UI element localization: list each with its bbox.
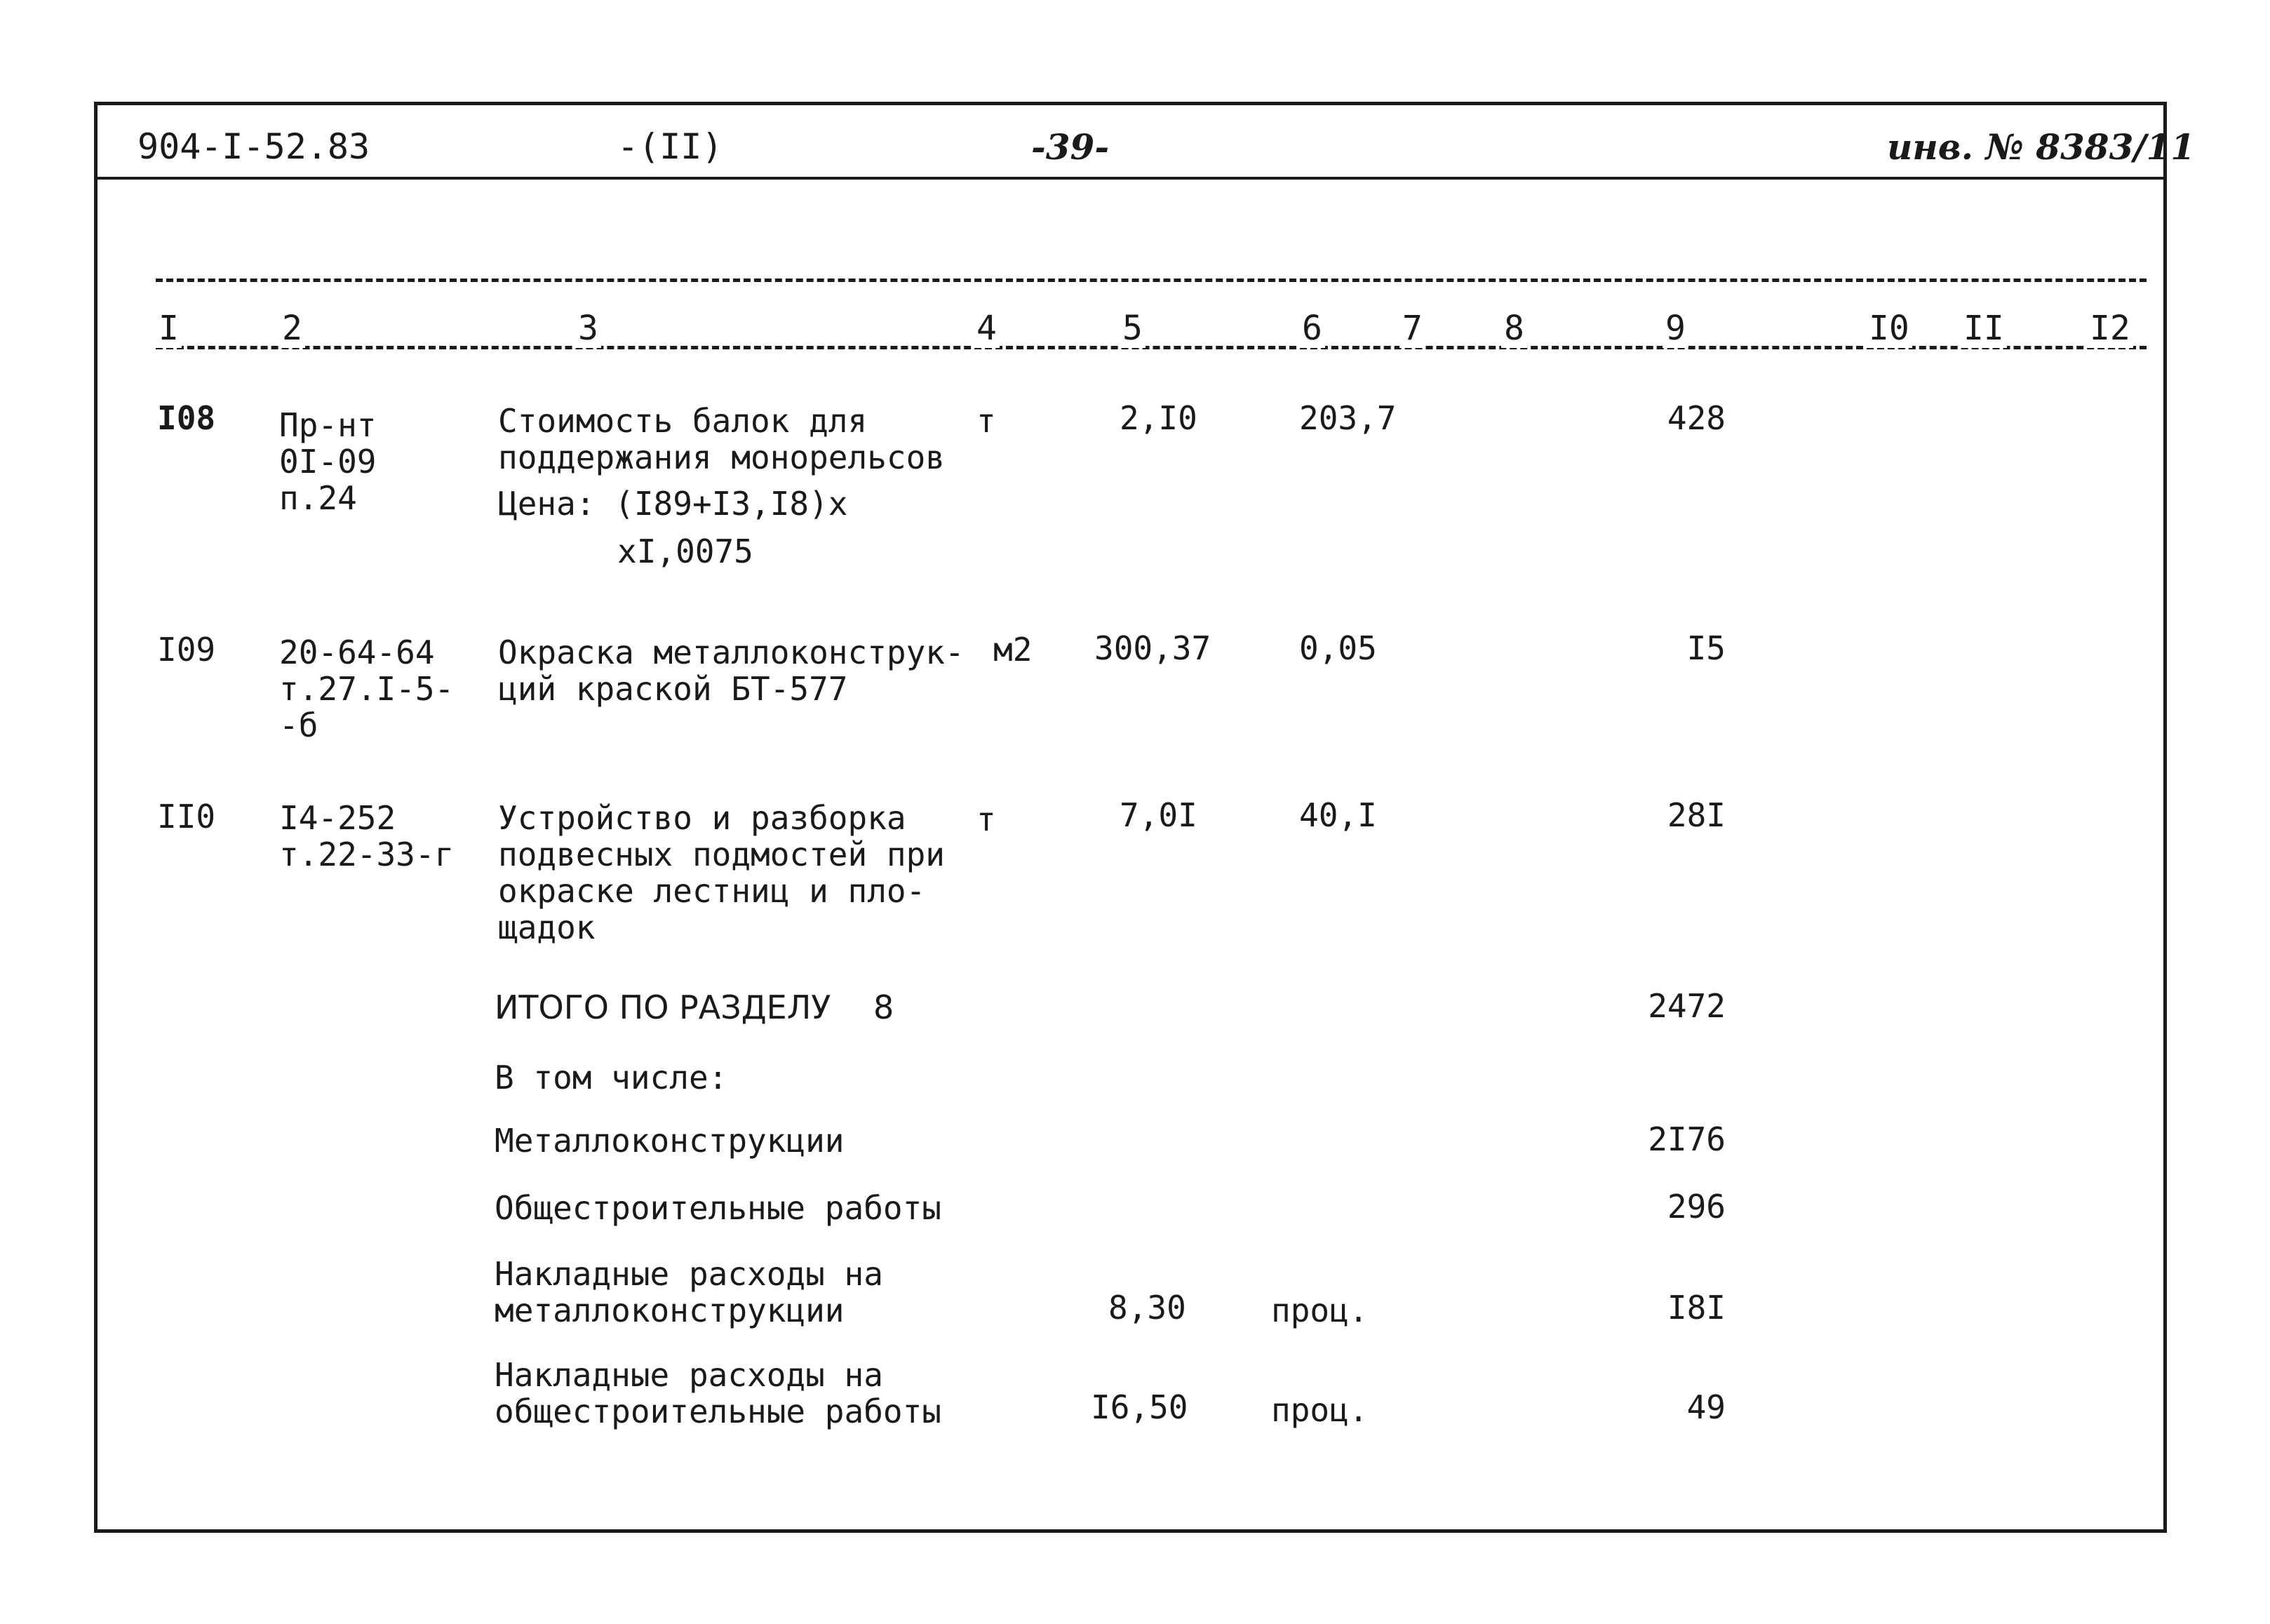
row-description-line: щадок [498, 908, 596, 946]
column-number-4: 4 [974, 309, 1000, 348]
overhead-general-label [495, 1357, 941, 1430]
row-code-line: 20-64-64 [279, 633, 435, 671]
section-total: 2472 [1648, 987, 1726, 1025]
row-total: I5 [1686, 629, 1726, 667]
row-description-line: окраске лестниц и пло- [498, 872, 926, 910]
row-code [279, 634, 454, 744]
row-unit-price: 203,7 [1299, 399, 1397, 437]
general-works-total: 296 [1667, 1188, 1726, 1226]
overhead-metal-total: I8I [1667, 1289, 1726, 1327]
overhead-metal-label [495, 1256, 883, 1329]
row-unit-price: 0,05 [1299, 629, 1377, 667]
row-number: II0 [157, 798, 216, 836]
column-number-11: II [1961, 309, 2007, 348]
row-code-line: Пр-нт [279, 406, 377, 444]
row-price-formula: хI,0075 [617, 532, 753, 570]
row-description [498, 634, 965, 707]
row-unit-price: 40,I [1299, 796, 1377, 834]
overhead-metal-label-line: Накладные расходы на [495, 1255, 883, 1293]
metal-structures-total: 2I76 [1648, 1120, 1726, 1158]
column-number-7: 7 [1399, 309, 1425, 348]
column-number-2: 2 [279, 309, 305, 348]
row-code-line: п.24 [279, 479, 357, 517]
row-description-line: поддержания монорельсов [498, 438, 945, 476]
column-number-1: I [156, 309, 182, 348]
header-divider [94, 177, 2167, 180]
row-description-line: Устройство и разборка [498, 799, 906, 837]
row-code [279, 407, 376, 516]
inventory-number: инв. № 8383/11 [1887, 126, 2196, 168]
row-code-line: -б [279, 706, 318, 744]
row-quantity: 300,37 [1094, 629, 1211, 667]
row-description [498, 403, 945, 476]
column-number-10: I0 [1866, 309, 1912, 348]
page-number: -39- [1031, 126, 1110, 168]
column-header-top-rule [156, 279, 2147, 282]
row-unit: т [976, 402, 996, 440]
row-description-line: подвесных подмостей при [498, 836, 945, 873]
row-quantity: 2,I0 [1120, 399, 1197, 437]
column-number-8: 8 [1501, 309, 1527, 348]
general-works-label: Общестроительные работы [495, 1189, 941, 1227]
including-label: В том числе: [495, 1059, 728, 1096]
overhead-general-total: 49 [1686, 1388, 1726, 1426]
metal-structures-label: Металлоконструкции [495, 1122, 845, 1160]
column-number-3: 3 [575, 309, 601, 348]
overhead-general-label-line: Накладные расходы на [495, 1356, 883, 1394]
part-number: -(II) [617, 126, 723, 167]
row-price-formula: Цена: (I89+I3,I8)х [498, 485, 848, 523]
overhead-general-unit: проц. [1271, 1391, 1369, 1429]
row-code-line: 0I-09 [279, 443, 377, 481]
row-description-line: ций краской БТ-577 [498, 670, 848, 708]
section-number: 8 [873, 988, 894, 1026]
column-number-5: 5 [1120, 309, 1146, 348]
row-unit: т [976, 800, 996, 838]
row-description-line: Окраска металлоконструк- [498, 633, 965, 671]
overhead-general-label-line: общестроительные работы [495, 1393, 941, 1430]
overhead-metal-label-line: металлоконструкции [495, 1291, 845, 1329]
row-total: 428 [1667, 399, 1726, 437]
row-code-line: т.22-33-г [279, 836, 455, 873]
row-code-line: т.27.I-5- [279, 670, 455, 708]
column-number-9: 9 [1663, 309, 1688, 348]
overhead-metal-unit: проц. [1271, 1291, 1369, 1329]
column-header-bottom-rule [156, 346, 2147, 349]
row-unit: м2 [993, 631, 1033, 669]
row-description-line: Стоимость балок для [498, 402, 868, 440]
overhead-general-rate: I6,50 [1091, 1388, 1188, 1426]
row-total: 28I [1667, 796, 1726, 834]
row-quantity: 7,0I [1120, 796, 1197, 834]
column-number-6: 6 [1299, 309, 1325, 348]
document-code: 904-I-52.83 [137, 126, 370, 167]
row-number: I09 [157, 631, 216, 669]
row-code [279, 800, 454, 873]
overhead-metal-rate: 8,30 [1108, 1289, 1186, 1327]
column-number-12: I2 [2087, 309, 2133, 348]
section-total-label: ИТОГО ПО РАЗДЕЛУ [495, 988, 831, 1026]
row-code-line: I4-252 [279, 799, 396, 837]
row-description [498, 800, 945, 946]
row-number: I08 [157, 399, 216, 437]
